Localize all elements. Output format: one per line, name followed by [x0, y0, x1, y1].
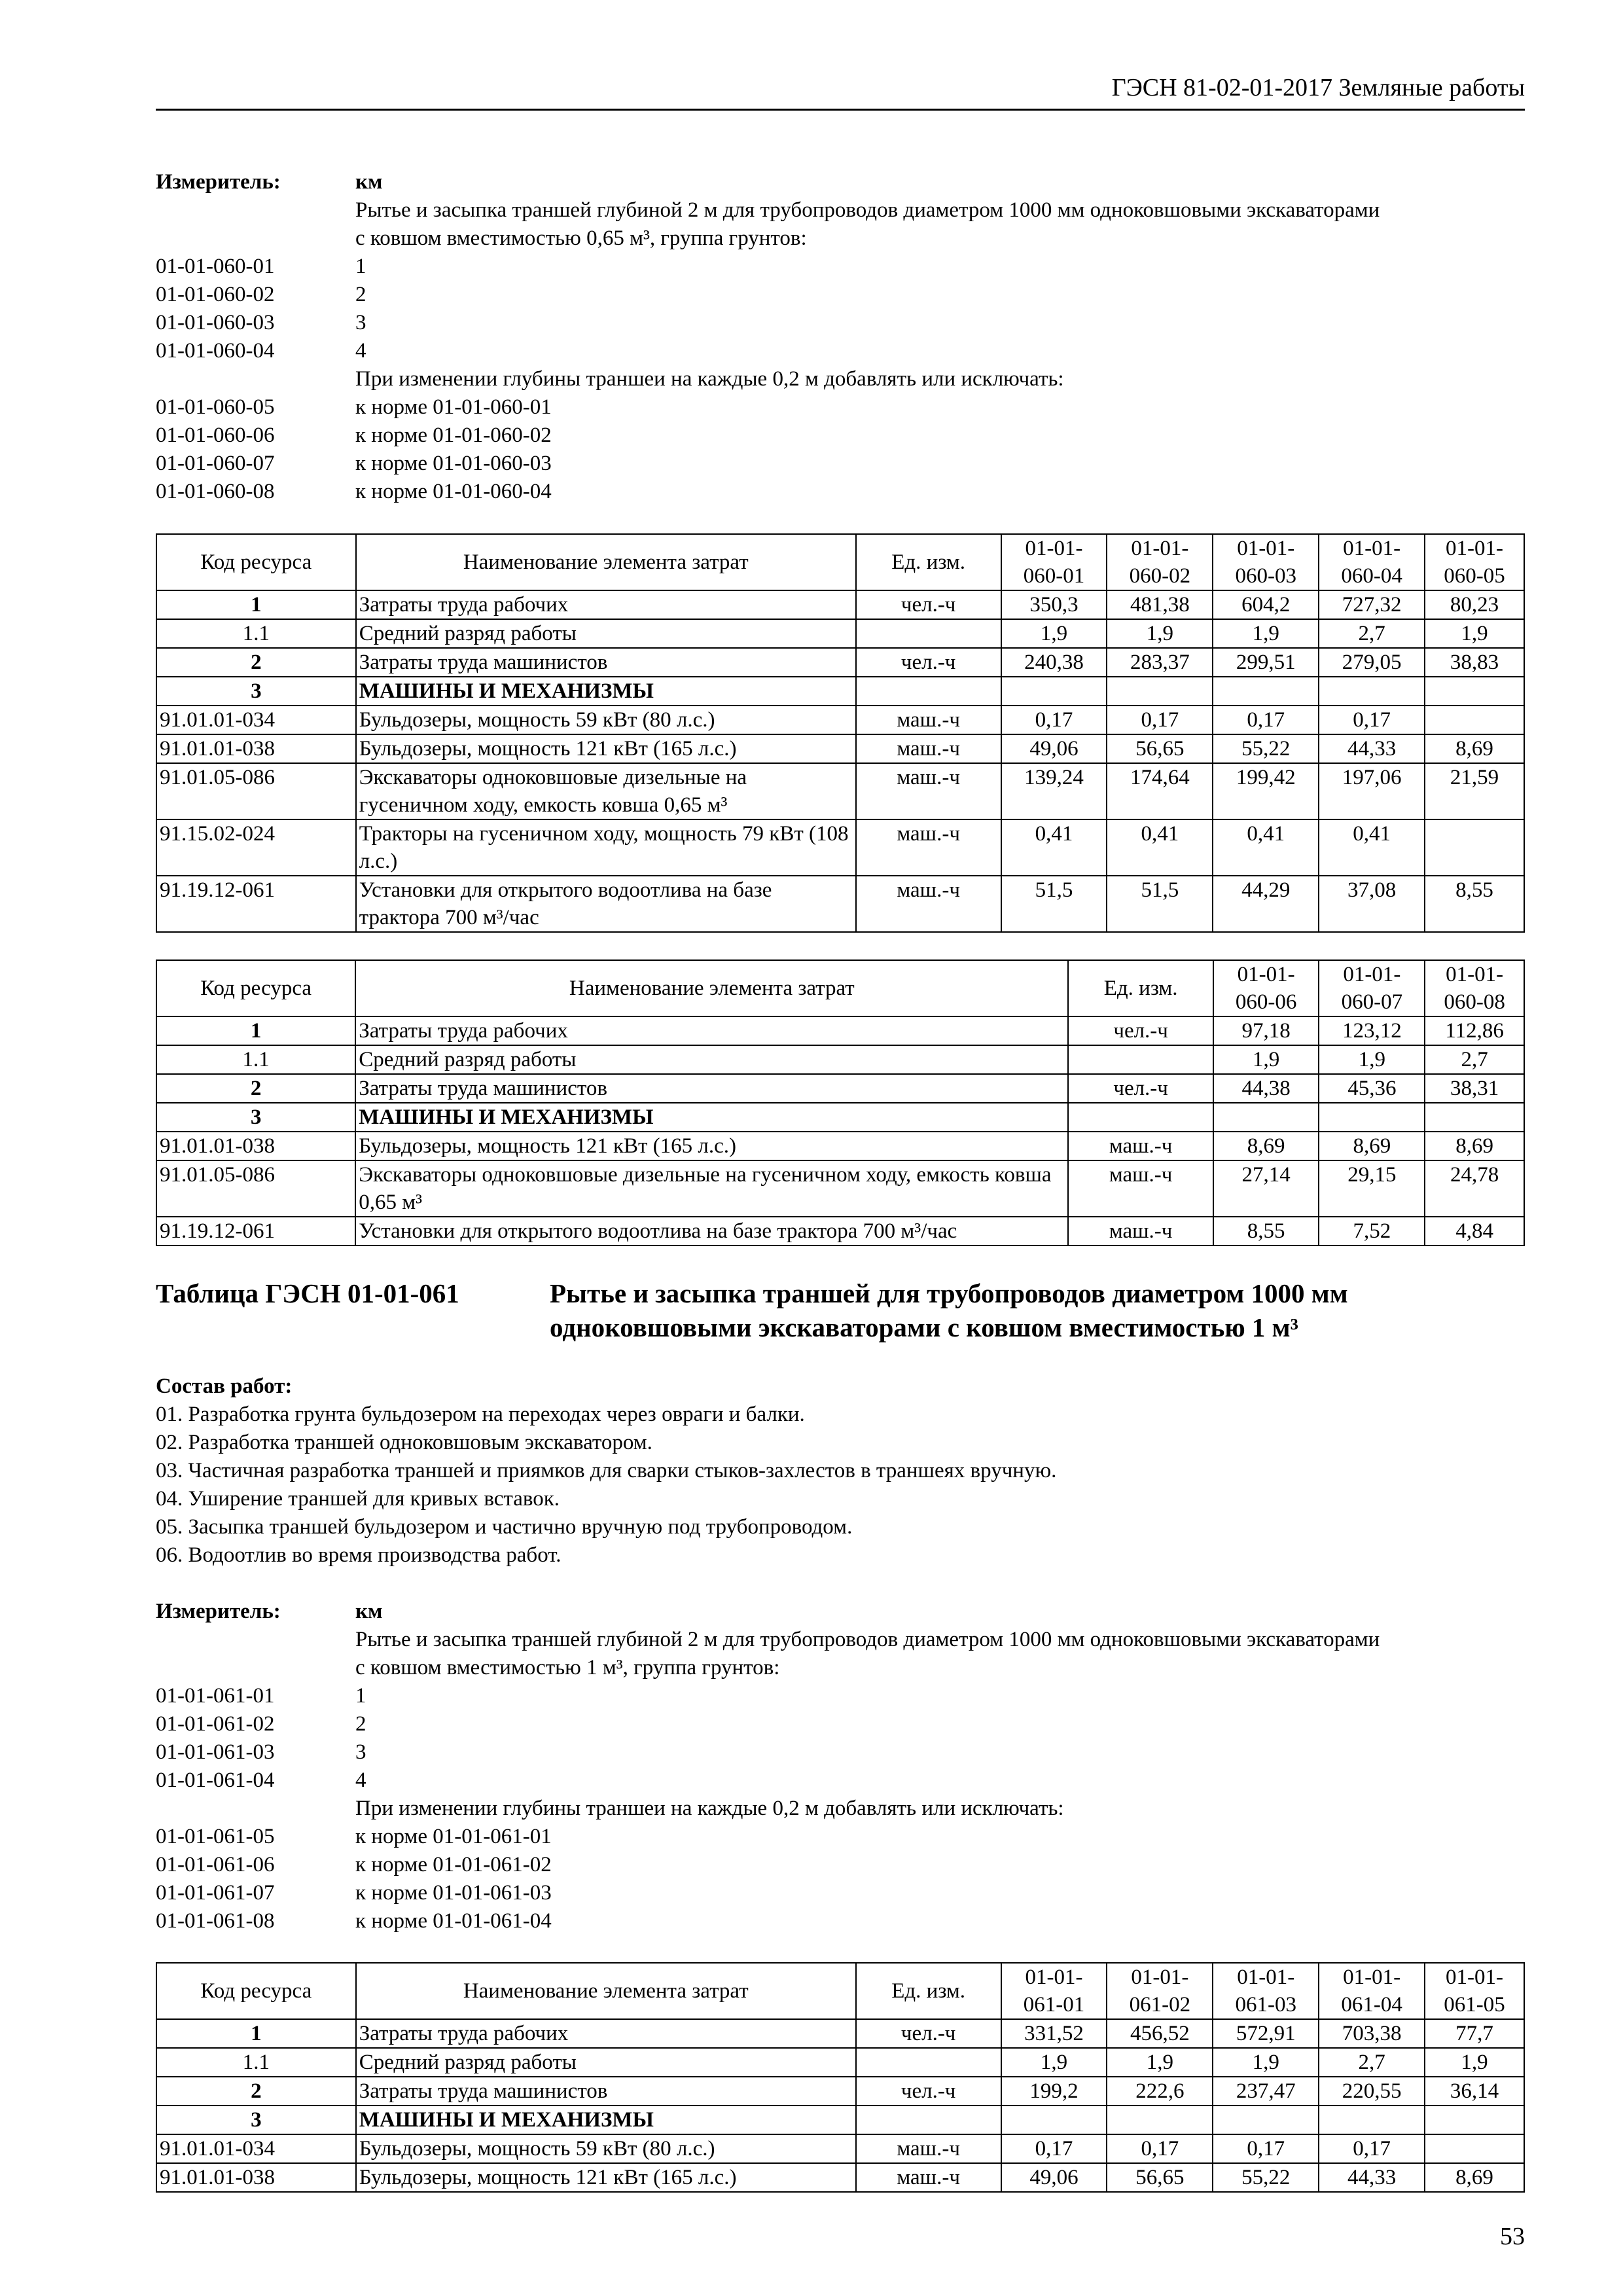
resource-code: 91.01.01-034: [156, 2134, 356, 2163]
resource-value: 21,59: [1425, 763, 1524, 819]
resource-value: [1319, 2106, 1425, 2134]
header-col: 01-01- 060-05: [1425, 534, 1524, 590]
resource-unit: маш.-ч: [1068, 1217, 1213, 1246]
resource-table-060-01-05: [156, 533, 1525, 933]
norm-code: 01-01-060-01: [156, 255, 275, 278]
meter-block-060: [156, 168, 1525, 506]
meter-unit: км: [355, 1600, 383, 1623]
resource-value: 4,84: [1425, 1217, 1524, 1246]
resource-unit: чел.-ч: [856, 2077, 1001, 2106]
resource-value: 0,41: [1107, 819, 1213, 876]
resource-value: 299,51: [1213, 648, 1319, 677]
works-label: Состав работ:: [156, 1374, 293, 1398]
resource-value: [1213, 2106, 1319, 2134]
resource-value: 1,9: [1001, 619, 1107, 648]
resource-value: 123,12: [1319, 1016, 1425, 1045]
work-item: 01. Разработка грунта бульдозером на переходах через овраги и балки.: [156, 1403, 805, 1426]
resource-value: 1,9: [1425, 619, 1524, 648]
header-code: Код ресурса: [156, 534, 356, 590]
resource-code: 91.01.01-038: [156, 2163, 356, 2192]
resource-unit: [856, 619, 1001, 648]
resource-code: 91.19.12-061: [156, 876, 356, 932]
norm-code: 01-01-060-08: [156, 480, 275, 503]
header-col: 01-01- 060-04: [1319, 534, 1425, 590]
header-name: Наименование элемента затрат: [355, 960, 1068, 1016]
resource-value: [1425, 2134, 1524, 2163]
resource-unit: [1068, 1045, 1213, 1074]
norm-text: 4: [355, 339, 366, 363]
resource-value: 240,38: [1001, 648, 1107, 677]
resource-value: 199,2: [1001, 2077, 1107, 2106]
resource-value: 350,3: [1001, 590, 1107, 619]
resource-value: 49,06: [1001, 2163, 1107, 2192]
resource-value: 51,5: [1107, 876, 1213, 932]
resource-unit: маш.-ч: [1068, 1160, 1213, 1217]
resource-code: 91.01.05-086: [156, 763, 356, 819]
header-col: 01-01- 061-01: [1001, 1963, 1107, 2019]
norm-code: 01-01-061-05: [156, 1825, 275, 1848]
table-row: [156, 876, 1524, 932]
table-row: [156, 1160, 1524, 1217]
table-row: [156, 1016, 1524, 1045]
resource-value: 1,9: [1107, 619, 1213, 648]
resource-value: 1,9: [1001, 2048, 1107, 2077]
norm-text: 4: [355, 1768, 366, 1792]
resource-value: 55,22: [1213, 2163, 1319, 2192]
header-unit: Ед. изм.: [1068, 960, 1213, 1016]
resource-unit: [856, 677, 1001, 706]
resource-code: 1: [156, 2019, 356, 2048]
resource-value: 24,78: [1425, 1160, 1524, 1217]
meter-unit: км: [355, 170, 383, 194]
header-unit: Ед. изм.: [856, 534, 1001, 590]
resource-value: 727,32: [1319, 590, 1425, 619]
resource-code: 91.15.02-024: [156, 819, 356, 876]
resource-name: Установки для открытого водоотлива на базе трактора 700 м³/час: [355, 1217, 1068, 1246]
resource-name: Затраты труда рабочих: [356, 590, 856, 619]
header-code: Код ресурса: [156, 1963, 356, 2019]
resource-value: [1107, 2106, 1213, 2134]
resource-value: 56,65: [1107, 734, 1213, 763]
resource-name: Средний разряд работы: [356, 2048, 856, 2077]
resource-value: 56,65: [1107, 2163, 1213, 2192]
resource-name: Экскаваторы одноковшовые дизельные на гусеничном ходу, емкость ковша 0,65 м³: [355, 1160, 1068, 1217]
norm-text: к норме 01-01-060-03: [355, 452, 552, 475]
table-header-row: [156, 534, 1524, 590]
table-row: [156, 648, 1524, 677]
norm-code: 01-01-061-01: [156, 1684, 275, 1708]
table-row: [156, 2106, 1524, 2134]
resource-name: Бульдозеры, мощность 121 кВт (165 л.с.): [356, 2163, 856, 2192]
table-row: [156, 763, 1524, 819]
resource-unit: [1068, 1103, 1213, 1132]
resource-table-061-01-05: [156, 1962, 1525, 2193]
resource-value: 49,06: [1001, 734, 1107, 763]
resource-value: 139,24: [1001, 763, 1107, 819]
resource-value: [1213, 1103, 1319, 1132]
resource-name: Установки для открытого водоотлива на базе трактора 700 м³/час: [356, 876, 856, 932]
resource-unit: маш.-ч: [1068, 1132, 1213, 1160]
resource-code: 1.1: [156, 1045, 355, 1074]
resource-value: 112,86: [1425, 1016, 1524, 1045]
header-col: 01-01- 061-03: [1213, 1963, 1319, 2019]
resource-value: 222,6: [1107, 2077, 1213, 2106]
header-name: Наименование элемента затрат: [356, 1963, 856, 2019]
resource-value: 1,9: [1319, 1045, 1425, 1074]
resource-value: 7,52: [1319, 1217, 1425, 1246]
norm-text: к норме 01-01-060-01: [355, 395, 552, 419]
resource-name: МАШИНЫ И МЕХАНИЗМЫ: [355, 1103, 1068, 1132]
resource-value: 279,05: [1319, 648, 1425, 677]
meter-block-061: [156, 1598, 1525, 1935]
table-row: [156, 2048, 1524, 2077]
resource-name: Бульдозеры, мощность 59 кВт (80 л.с.): [356, 2134, 856, 2163]
resource-value: [1425, 2106, 1524, 2134]
section-name: Рытье и засыпка траншей для трубопроводов диаметром 1000 мм одноковшовыми экскаваторами с ковшом вместимостью 1 м³: [550, 1278, 1348, 1342]
resource-value: 77,7: [1425, 2019, 1524, 2048]
resource-value: 44,33: [1319, 2163, 1425, 2192]
resource-value: 37,08: [1319, 876, 1425, 932]
norm-text: 1: [355, 1684, 366, 1708]
norm-code: 01-01-060-03: [156, 311, 275, 334]
table-row: [156, 819, 1524, 876]
resource-unit: чел.-ч: [1068, 1074, 1213, 1103]
resource-value: 8,69: [1425, 1132, 1524, 1160]
norm-code: 01-01-060-02: [156, 283, 275, 306]
resource-value: 1,9: [1107, 2048, 1213, 2077]
norm-text: 2: [355, 1712, 366, 1736]
table-row: [156, 1103, 1524, 1132]
resource-table-060-06-08: [156, 960, 1525, 1246]
table-row: [156, 677, 1524, 706]
norm-text: к норме 01-01-060-02: [355, 423, 552, 447]
table-row: [156, 1045, 1524, 1074]
resource-code: 2: [156, 2077, 356, 2106]
resource-value: 8,69: [1213, 1132, 1319, 1160]
table-header-row: [156, 960, 1524, 1016]
header-col: 01-01- 060-07: [1319, 960, 1425, 1016]
resource-value: 283,37: [1107, 648, 1213, 677]
resource-value: 197,06: [1319, 763, 1425, 819]
resource-value: [1001, 677, 1107, 706]
resource-name: Средний разряд работы: [355, 1045, 1068, 1074]
table-row: [156, 619, 1524, 648]
resource-value: 1,9: [1213, 619, 1319, 648]
resource-value: 0,17: [1213, 2134, 1319, 2163]
resource-unit: чел.-ч: [856, 648, 1001, 677]
resource-value: 8,55: [1425, 876, 1524, 932]
norm-code: 01-01-060-05: [156, 395, 275, 419]
work-item: 03. Частичная разработка траншей и приямков для сварки стыков-захлестов в траншеях вручную.: [156, 1459, 1057, 1482]
resource-code: 1: [156, 590, 356, 619]
norm-code: 01-01-060-04: [156, 339, 275, 363]
resource-code: 3: [156, 2106, 356, 2134]
resource-unit: маш.-ч: [856, 2163, 1001, 2192]
resource-value: 29,15: [1319, 1160, 1425, 1217]
norm-text: 3: [355, 1740, 366, 1764]
header-rule: [156, 109, 1525, 111]
header-col: 01-01- 061-05: [1425, 1963, 1524, 2019]
resource-code: 1: [156, 1016, 355, 1045]
resource-unit: маш.-ч: [856, 734, 1001, 763]
norm-code: 01-01-061-07: [156, 1881, 275, 1905]
resource-value: 0,17: [1319, 706, 1425, 734]
header-col: 01-01- 060-08: [1425, 960, 1524, 1016]
resource-unit: маш.-ч: [856, 2134, 1001, 2163]
norm-code: 01-01-061-06: [156, 1853, 275, 1876]
resource-value: 1,9: [1213, 2048, 1319, 2077]
header-code: Код ресурса: [156, 960, 355, 1016]
meter-label: Измеритель:: [156, 170, 281, 194]
change-note: При изменении глубины траншеи на каждые 0,2 м добавлять или исключать:: [355, 367, 1064, 391]
resource-name: Экскаваторы одноковшовые дизельные на гусеничном ходу, емкость ковша 0,65 м³: [356, 763, 856, 819]
work-description: Рытье и засыпка траншей глубиной 2 м для трубопроводов диаметром 1000 мм одноковшовыми экскаваторами: [355, 198, 1380, 222]
resource-name: МАШИНЫ И МЕХАНИЗМЫ: [356, 677, 856, 706]
resource-value: 44,38: [1213, 1074, 1319, 1103]
resource-unit: маш.-ч: [856, 706, 1001, 734]
resource-name: Затраты труда машинистов: [356, 648, 856, 677]
resource-unit: [856, 2048, 1001, 2077]
table-row: [156, 590, 1524, 619]
norm-text: к норме 01-01-061-01: [355, 1825, 552, 1848]
resource-value: [1425, 677, 1524, 706]
resource-name: Затраты труда машинистов: [356, 2077, 856, 2106]
resource-value: 8,69: [1425, 2163, 1524, 2192]
resource-value: 0,17: [1319, 2134, 1425, 2163]
header-name: Наименование элемента затрат: [356, 534, 856, 590]
norm-text: 2: [355, 283, 366, 306]
resource-value: 481,38: [1107, 590, 1213, 619]
norm-text: к норме 01-01-061-02: [355, 1853, 552, 1876]
table-row: [156, 2019, 1524, 2048]
resource-code: 2: [156, 648, 356, 677]
header-col: 01-01- 061-04: [1319, 1963, 1425, 2019]
resource-value: 36,14: [1425, 2077, 1524, 2106]
resource-value: 174,64: [1107, 763, 1213, 819]
resource-code: 91.19.12-061: [156, 1217, 355, 1246]
resource-unit: маш.-ч: [856, 819, 1001, 876]
change-note: При изменении глубины траншеи на каждые 0,2 м добавлять или исключать:: [355, 1797, 1064, 1820]
norm-text: 1: [355, 255, 366, 278]
resource-name: МАШИНЫ И МЕХАНИЗМЫ: [356, 2106, 856, 2134]
resource-value: 2,7: [1319, 2048, 1425, 2077]
resource-name: Затраты труда машинистов: [355, 1074, 1068, 1103]
table-row: [156, 2134, 1524, 2163]
table-row: [156, 706, 1524, 734]
resource-unit: чел.-ч: [856, 2019, 1001, 2048]
meter-label: Измеритель:: [156, 1600, 281, 1623]
table-row: [156, 2163, 1524, 2192]
resource-value: 2,7: [1319, 619, 1425, 648]
resource-name: Бульдозеры, мощность 121 кВт (165 л.с.): [356, 734, 856, 763]
table-row: [156, 1132, 1524, 1160]
resource-value: 8,69: [1425, 734, 1524, 763]
resource-value: 44,29: [1213, 876, 1319, 932]
resource-value: 0,41: [1213, 819, 1319, 876]
resource-value: 45,36: [1319, 1074, 1425, 1103]
works-list: [156, 1372, 1525, 1570]
resource-value: 0,17: [1001, 706, 1107, 734]
resource-value: 44,33: [1319, 734, 1425, 763]
resource-value: [1425, 706, 1524, 734]
resource-value: 604,2: [1213, 590, 1319, 619]
resource-value: 572,91: [1213, 2019, 1319, 2048]
header-col: 01-01- 060-01: [1001, 534, 1107, 590]
header-col: 01-01- 060-03: [1213, 534, 1319, 590]
norm-code: 01-01-060-07: [156, 452, 275, 475]
header-unit: Ед. изм.: [856, 1963, 1001, 2019]
resource-value: 8,55: [1213, 1217, 1319, 1246]
resource-value: 331,52: [1001, 2019, 1107, 2048]
resource-name: Затраты труда рабочих: [356, 2019, 856, 2048]
resource-value: 2,7: [1425, 1045, 1524, 1074]
resource-code: 91.01.01-038: [156, 734, 356, 763]
norm-text: к норме 01-01-061-04: [355, 1909, 552, 1933]
resource-unit: чел.-ч: [1068, 1016, 1213, 1045]
resource-code: 3: [156, 1103, 355, 1132]
table-row: [156, 2077, 1524, 2106]
header-col: 01-01- 060-06: [1213, 960, 1319, 1016]
work-item: 06. Водоотлив во время производства работ.: [156, 1543, 562, 1567]
resource-value: [1107, 677, 1213, 706]
resource-name: Тракторы на гусеничном ходу, мощность 79 кВт (108 л.с.): [356, 819, 856, 876]
work-item: 04. Уширение траншей для кривых вставок.: [156, 1487, 560, 1511]
norm-code: 01-01-061-02: [156, 1712, 275, 1736]
resource-value: 0,41: [1319, 819, 1425, 876]
resource-value: [1425, 819, 1524, 876]
resource-unit: маш.-ч: [856, 876, 1001, 932]
resource-value: 220,55: [1319, 2077, 1425, 2106]
resource-value: 51,5: [1001, 876, 1107, 932]
section-code: Таблица ГЭСН 01-01-061: [156, 1278, 459, 1308]
work-description: с ковшом вместимостью 0,65 м³, группа грунтов:: [355, 226, 807, 250]
norm-code: 01-01-061-04: [156, 1768, 275, 1792]
resource-code: 3: [156, 677, 356, 706]
norm-code: 01-01-061-03: [156, 1740, 275, 1764]
resource-value: [1425, 1103, 1524, 1132]
norm-text: к норме 01-01-060-04: [355, 480, 552, 503]
resource-unit: маш.-ч: [856, 763, 1001, 819]
resource-code: 91.01.01-034: [156, 706, 356, 734]
work-description: с ковшом вместимостью 1 м³, группа грунтов:: [355, 1656, 780, 1679]
resource-value: 1,9: [1213, 1045, 1319, 1074]
resource-value: 703,38: [1319, 2019, 1425, 2048]
table-row: [156, 1074, 1524, 1103]
resource-value: 55,22: [1213, 734, 1319, 763]
resource-value: 80,23: [1425, 590, 1524, 619]
resource-value: 27,14: [1213, 1160, 1319, 1217]
table-row: [156, 734, 1524, 763]
resource-value: 0,41: [1001, 819, 1107, 876]
resource-value: 8,69: [1319, 1132, 1425, 1160]
resource-name: Бульдозеры, мощность 121 кВт (165 л.с.): [355, 1132, 1068, 1160]
resource-name: Затраты труда рабочих: [355, 1016, 1068, 1045]
header-col: 01-01- 061-02: [1107, 1963, 1213, 2019]
norm-code: 01-01-060-06: [156, 423, 275, 447]
norm-text: к норме 01-01-061-03: [355, 1881, 552, 1905]
resource-code: 1.1: [156, 619, 356, 648]
resource-value: [1319, 1103, 1425, 1132]
resource-value: 456,52: [1107, 2019, 1213, 2048]
page-header-title: ГЭСН 81-02-01-2017 Земляные работы: [1111, 74, 1525, 101]
table-header-row: [156, 1963, 1524, 2019]
resource-value: 0,17: [1001, 2134, 1107, 2163]
resource-code: 1.1: [156, 2048, 356, 2077]
resource-value: 0,17: [1213, 706, 1319, 734]
resource-code: 91.01.05-086: [156, 1160, 355, 1217]
resource-unit: [856, 2106, 1001, 2134]
resource-value: 0,17: [1107, 706, 1213, 734]
resource-value: [1319, 677, 1425, 706]
norm-code: 01-01-061-08: [156, 1909, 275, 1933]
resource-value: 199,42: [1213, 763, 1319, 819]
resource-code: 91.01.01-038: [156, 1132, 355, 1160]
resource-name: Средний разряд работы: [356, 619, 856, 648]
work-item: 02. Разработка траншей одноковшовым экскаватором.: [156, 1431, 652, 1454]
resource-value: 38,31: [1425, 1074, 1524, 1103]
resource-code: 2: [156, 1074, 355, 1103]
resource-value: 0,17: [1107, 2134, 1213, 2163]
norm-text: 3: [355, 311, 366, 334]
resource-value: [1001, 2106, 1107, 2134]
resource-value: [1213, 677, 1319, 706]
table-row: [156, 1217, 1524, 1246]
header-col: 01-01- 060-02: [1107, 534, 1213, 590]
work-item: 05. Засыпка траншей бульдозером и частично вручную под трубопроводом.: [156, 1515, 853, 1539]
resource-name: Бульдозеры, мощность 59 кВт (80 л.с.): [356, 706, 856, 734]
work-description: Рытье и засыпка траншей глубиной 2 м для трубопроводов диаметром 1000 мм одноковшовыми экскаваторами: [355, 1628, 1380, 1651]
resource-value: 1,9: [1425, 2048, 1524, 2077]
resource-unit: чел.-ч: [856, 590, 1001, 619]
resource-value: 237,47: [1213, 2077, 1319, 2106]
page-number: 53: [1500, 2223, 1525, 2250]
resource-value: 38,83: [1425, 648, 1524, 677]
resource-value: 97,18: [1213, 1016, 1319, 1045]
